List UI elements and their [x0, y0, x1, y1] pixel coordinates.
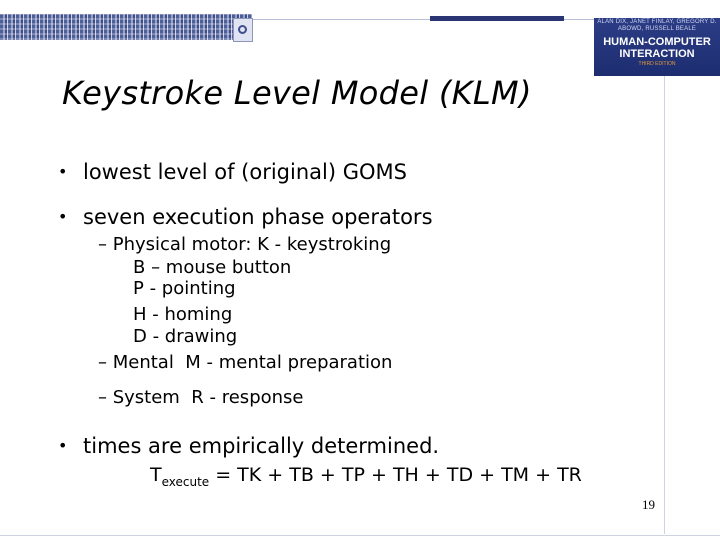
book-edition: THIRD EDITION [638, 61, 676, 67]
bullet-text: times are empirically determined. [83, 434, 440, 458]
bullet-icon: • [58, 162, 68, 181]
bullet-icon: • [58, 207, 68, 226]
operator-mental: – Mental M - mental preparation [98, 352, 393, 373]
operator-d: D - drawing [133, 326, 238, 347]
slide-title: Keystroke Level Model (KLM) [62, 74, 532, 112]
header-accent-bar [430, 16, 564, 21]
bullet-item [55, 160, 407, 184]
page-number: 19 [642, 497, 655, 512]
formula-subscript: execute [161, 475, 210, 489]
formula-rhs: = TK + TB + TP + TH + TD + TM + TR [209, 464, 582, 486]
operator-b: B – mouse button [133, 257, 292, 278]
logo-icon [233, 18, 253, 42]
right-border-rule [664, 76, 665, 534]
book-title-line2: INTERACTION [619, 48, 695, 60]
book-authors: ALAN DIX, JANET FINLAY, GREGORY D. ABOWD, RUSSELL BEALE [597, 19, 717, 32]
book-title-line1: HUMAN-COMPUTER [603, 36, 711, 48]
formula-t: T [150, 464, 162, 486]
book-cover-logo [594, 18, 720, 76]
bullet-item [55, 434, 439, 458]
bullet-text: seven execution phase operators [83, 205, 433, 229]
binary-pattern-decoration [0, 14, 252, 40]
bullet-icon: • [58, 436, 68, 455]
operator-system: – System R - response [98, 387, 304, 408]
operator-p: P - pointing [133, 278, 236, 299]
operator-physical: – Physical motor: K - keystroking [98, 234, 392, 255]
bullet-item [55, 205, 433, 229]
bullet-text: lowest level of (original) GOMS [83, 160, 407, 184]
execution-time-formula [150, 464, 582, 489]
bottom-border-rule [0, 535, 720, 536]
operator-h: H - homing [133, 304, 233, 325]
